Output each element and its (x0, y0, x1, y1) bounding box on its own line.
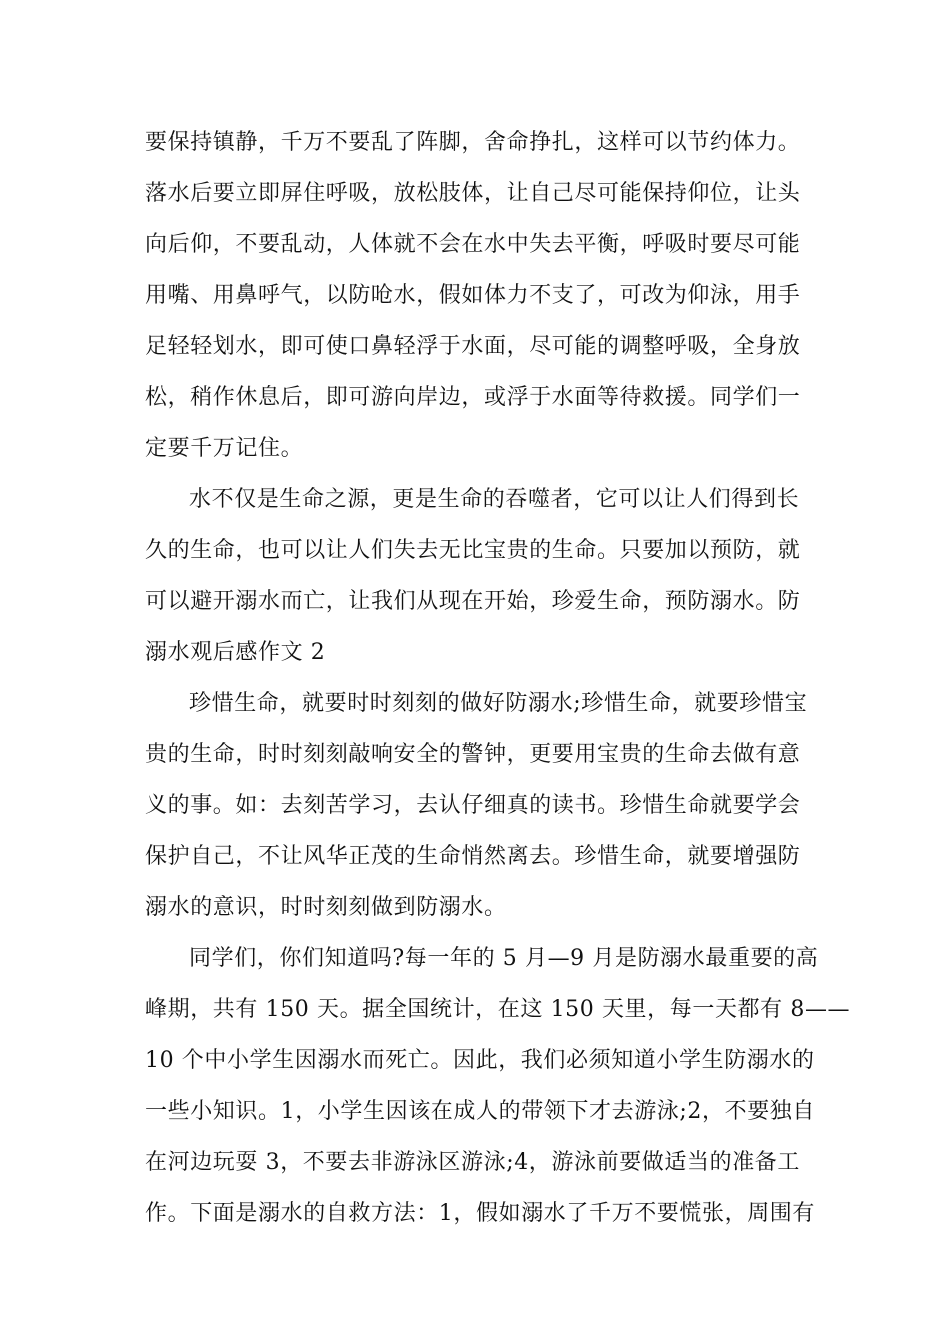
text-line: 峰期，共有 150 天。据全国统计，在这 150 天里，每一天都有 8—— (145, 997, 851, 1022)
text-line: 可以避开溺水而亡，让我们从现在开始，珍爱生命，预防溺水。防 (145, 589, 801, 614)
text-line: 10 个中小学生因溺水而死亡。因此，我们必须知道小学生防溺水的 (145, 1048, 815, 1073)
text-line: 久的生命，也可以让人们失去无比宝贵的生命。只要加以预防，就 (145, 538, 801, 563)
text-line: 溺水的意识，时时刻刻做到防溺水。 (145, 895, 507, 920)
paragraph-start-line: 水不仅是生命之源，更是生命的吞噬者，它可以让人们得到长 (189, 487, 800, 512)
text-line: 用嘴、用鼻呼气，以防呛水，假如体力不支了，可改为仰泳，用手 (145, 283, 801, 308)
text-line: 向后仰，不要乱动，人体就不会在水中失去平衡，呼吸时要尽可能 (145, 232, 801, 257)
text-line: 作。下面是溺水的自救方法：1，假如溺水了千万不要慌张，周围有 (145, 1201, 815, 1226)
text-line: 松，稍作休息后，即可游向岸边，或浮于水面等待救援。同学们一 (145, 385, 801, 410)
text-line: 贵的生命，时时刻刻敲响安全的警钟，更要用宝贵的生命去做有意 (145, 742, 801, 767)
text-line: 要保持镇静，千万不要乱了阵脚，舍命挣扎，这样可以节约体力。 (145, 130, 801, 155)
text-line: 义的事。如：去刻苦学习，去认仔细真的读书。珍惜生命就要学会 (145, 793, 801, 818)
text-line: 一些小知识。1，小学生因该在成人的带领下才去游泳;2，不要独自 (145, 1099, 816, 1124)
paragraph-start-line: 同学们，你们知道吗?每一年的 5 月—9 月是防溺水最重要的高 (189, 946, 819, 971)
body-text (145, 117, 851, 1239)
text-line: 足轻轻划水，即可使口鼻轻浮于水面，尽可能的调整呼吸，全身放 (145, 334, 801, 359)
paragraph-start-line: 珍惜生命，就要时时刻刻的做好防溺水;珍惜生命，就要珍惜宝 (189, 691, 808, 716)
text-line: 在河边玩耍 3，不要去非游泳区游泳;4，游泳前要做适当的准备工 (145, 1150, 801, 1175)
section-title-line: 溺水观后感作文 2 (145, 640, 326, 665)
text-line: 保护自己，不让风华正茂的生命悄然离去。珍惜生命，就要增强防 (145, 844, 801, 869)
text-line: 落水后要立即屏住呼吸，放松肢体，让自己尽可能保持仰位，让头 (145, 181, 801, 206)
text-line: 定要千万记住。 (145, 436, 304, 461)
